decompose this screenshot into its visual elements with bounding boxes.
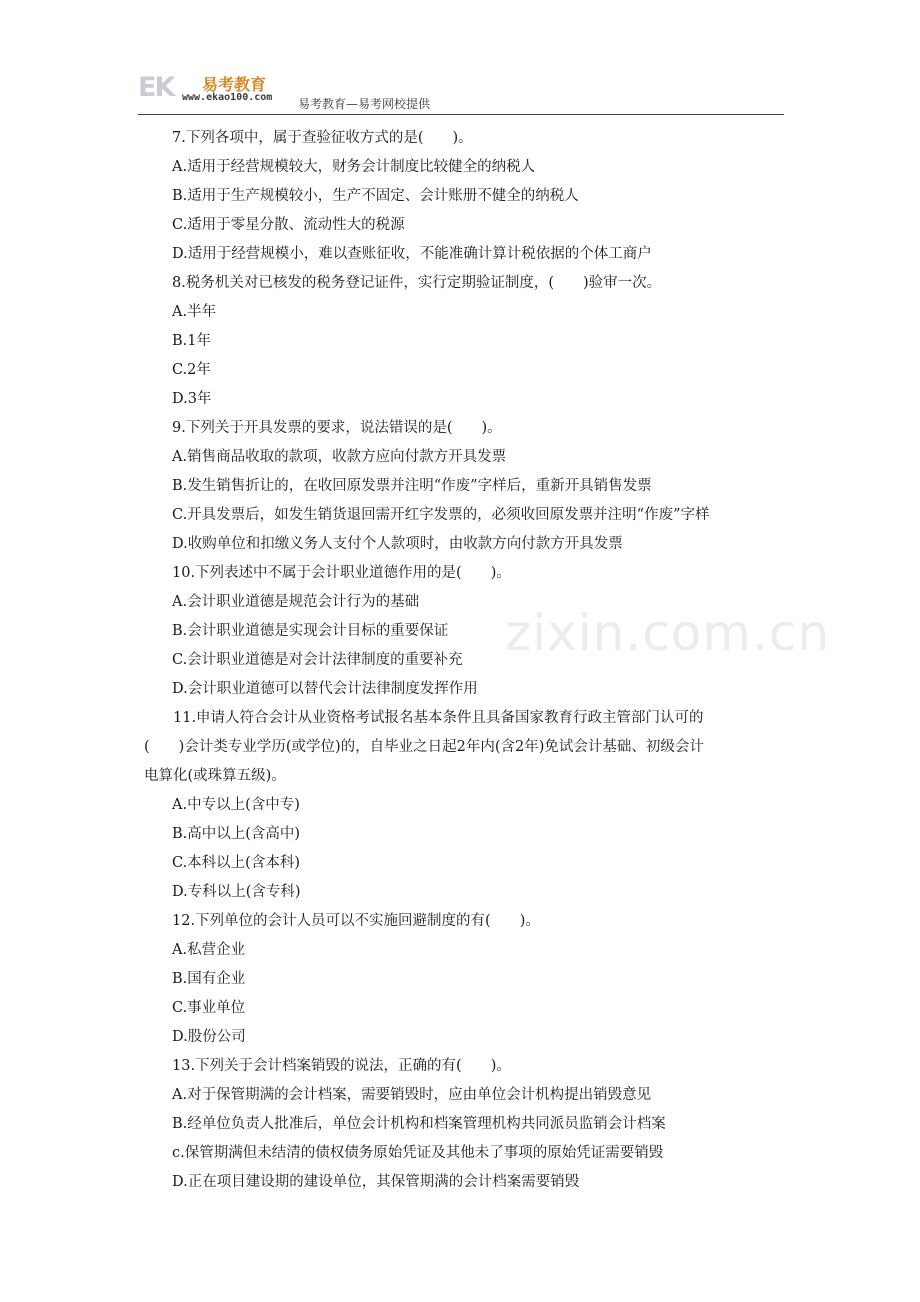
text-line: c.保管期满但未结清的债权债务原始凭证及其他未了事项的原始凭证需要销毁 <box>172 1145 664 1161</box>
text-line: B.国有企业 <box>172 971 246 987</box>
text-line: B.高中以上(含高中) <box>172 826 301 842</box>
text-line: C.适用于零星分散、流动性大的税源 <box>172 217 405 233</box>
text-line: D.正在项目建设期的建设单位，其保管期满的会计档案需要销毁 <box>172 1174 580 1190</box>
text-line: C.2年 <box>172 362 211 378</box>
text-line: A.适用于经营规模较大，财务会计制度比较健全的纳税人 <box>172 159 536 175</box>
header-tagline: 易考教育—易考网校提供 <box>298 97 431 111</box>
text-line: B.发生销售折让的，在收回原发票并注明“作废”字样后，重新开具销售发票 <box>172 478 652 494</box>
text-line: A.会计职业道德是规范会计行为的基础 <box>172 594 420 610</box>
text-line: ( )会计类专业学历(或学位)的，自毕业之日起2年内(含2年)免试会计基础、初级会计 <box>144 739 704 755</box>
logo-name: 易考教育 <box>202 75 267 94</box>
logo <box>138 72 303 112</box>
text-line: B.1年 <box>172 333 211 349</box>
page-header <box>138 68 784 116</box>
text-line: C.会计职业道德是对会计法律制度的重要补充 <box>172 652 463 668</box>
logo-mark: EK <box>138 72 174 103</box>
text-line: A.销售商品收取的款项，收款方应向付款方开具发票 <box>172 449 507 465</box>
text-line: C.事业单位 <box>172 1000 246 1016</box>
text-line: D.会计职业道德可以替代会计法律制度发挥作用 <box>172 681 478 697</box>
text-line: 11.申请人符合会计从业资格考试报名基本条件且具备国家教育行政主管部门认可的 <box>144 710 704 726</box>
text-line: 12.下列单位的会计人员可以不实施回避制度的有( )。 <box>172 913 540 929</box>
text-line: 10.下列表述中不属于会计职业道德作用的是( )。 <box>172 565 511 581</box>
text-line: D.收购单位和扣缴义务人支付个人款项时，由收款方向付款方开具发票 <box>172 536 623 552</box>
watermark: zixin.com.cn <box>505 604 831 662</box>
header-rule <box>138 114 784 115</box>
text-line: B.适用于生产规模较小，生产不固定、会计账册不健全的纳税人 <box>172 188 579 204</box>
text-line: C.开具发票后，如发生销货退回需开红字发票的，必须收回原发票并注明“作废”字样 <box>172 507 710 523</box>
text-line: C.本科以上(含本科) <box>172 855 301 871</box>
document-body <box>144 124 786 1197</box>
text-line: 8.税务机关对已核发的税务登记证件，实行定期验证制度，( )验审一次。 <box>172 275 662 291</box>
text-line: A.半年 <box>172 304 217 320</box>
logo-url: www.ekao100.com <box>182 92 273 103</box>
text-line: A.中专以上(含中专) <box>172 797 300 813</box>
text-line: B.经单位负责人批准后，单位会计机构和档案管理机构共同派员监销会计档案 <box>172 1116 666 1132</box>
text-line: A.私营企业 <box>172 942 246 958</box>
text-line: 电算化(或珠算五级)。 <box>144 768 286 784</box>
text-line: 13.下列关于会计档案销毁的说法，正确的有( )。 <box>172 1058 511 1074</box>
text-line: B.会计职业道德是实现会计目标的重要保证 <box>172 623 449 639</box>
text-line: D.3年 <box>172 391 212 407</box>
text-line: D.专科以上(含专科) <box>172 884 301 900</box>
text-line: 7.下列各项中，属于查验征收方式的是( )。 <box>172 130 473 146</box>
text-line: D.股份公司 <box>172 1029 246 1045</box>
text-line: A.对于保管期满的会计档案，需要销毁时，应由单位会计机构提出销毁意见 <box>172 1087 652 1103</box>
text-line: 9.下列关于开具发票的要求，说法错误的是( )。 <box>172 420 502 436</box>
text-line: D.适用于经营规模小，难以查账征收，不能准确计算计税依据的个体工商户 <box>172 246 652 262</box>
